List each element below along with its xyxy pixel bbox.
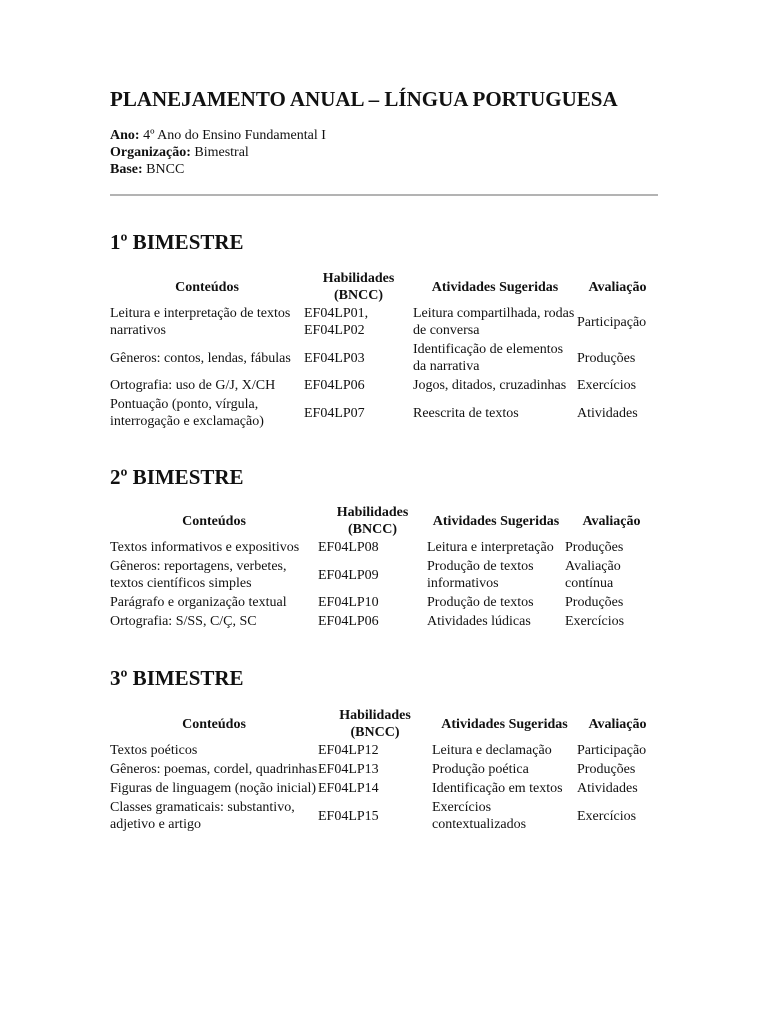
table-row: [110, 304, 658, 340]
cell-habilidade: EF04LP06: [304, 378, 365, 393]
meta-ano: [110, 127, 658, 144]
cell-atividade: Leitura compartilhada, rodas de conversa: [413, 306, 575, 338]
header-habilidades: Habilidades (BNCC): [322, 271, 395, 303]
header-atividades: Atividades Sugeridas: [441, 716, 568, 732]
horizontal-divider: [110, 194, 658, 196]
cell-avaliacao: Exercícios: [565, 614, 625, 629]
table-row: [110, 538, 658, 557]
cell-habilidade: EF04LP07: [304, 405, 365, 421]
plan-table: [110, 504, 658, 631]
header-habilidades: Habilidades (BNCC): [339, 708, 411, 740]
cell-conteudo: Gêneros: poemas, cordel, quadrinhas: [110, 762, 318, 777]
table-row: [110, 779, 658, 798]
cell-atividade: Produção de textos informativos: [427, 559, 534, 591]
meta-organizacao-label: Organização:: [110, 145, 191, 160]
meta-base-value: BNCC: [146, 162, 185, 177]
header-conteudos: Conteúdos: [175, 279, 239, 295]
document-page: [110, 86, 658, 834]
meta-ano-label: Ano:: [110, 128, 140, 143]
table-row: [110, 340, 658, 376]
header-atividades: Atividades Sugeridas: [432, 513, 560, 529]
cell-habilidade: EF04LP09: [318, 567, 379, 583]
meta-base-label: Base:: [110, 162, 143, 177]
cell-avaliacao: Produções: [577, 350, 636, 366]
table-row: [110, 760, 658, 779]
cell-habilidade: EF04LP01, EF04LP02: [304, 306, 369, 338]
cell-habilidade: EF04LP10: [318, 595, 379, 610]
cell-conteudo: Figuras de linguagem (noção inicial): [110, 781, 317, 796]
header-habilidades: Habilidades (BNCC): [336, 505, 409, 537]
table-row: [110, 376, 658, 395]
table-row: [110, 798, 658, 834]
section-title: 2º BIMESTRE: [110, 465, 244, 489]
cell-habilidade: EF04LP13: [318, 762, 379, 777]
cell-conteudo: Gêneros: reportagens, verbetes, textos científicos simples: [110, 559, 287, 591]
cell-avaliacao: Participação: [577, 743, 647, 758]
cell-conteudo: Gêneros: contos, lendas, fábulas: [110, 350, 291, 366]
cell-avaliacao: Atividades: [577, 405, 638, 421]
section-bimestre-2: [110, 464, 658, 631]
cell-conteudo: Parágrafo e organização textual: [110, 595, 287, 610]
cell-atividade: Produção de textos: [427, 595, 534, 610]
cell-habilidade: EF04LP12: [318, 743, 379, 758]
cell-conteudo: Ortografia: uso de G/J, X/CH: [110, 378, 276, 393]
cell-atividade: Reescrita de textos: [413, 405, 519, 421]
header-avaliacao: Avaliação: [582, 513, 641, 529]
cell-atividade: Produção poética: [432, 762, 529, 777]
header-conteudos: Conteúdos: [182, 513, 246, 529]
cell-habilidade: EF04LP06: [318, 614, 379, 629]
cell-conteudo: Textos informativos e expositivos: [110, 540, 300, 555]
cell-habilidade: EF04LP03: [304, 350, 365, 366]
cell-habilidade: EF04LP15: [318, 808, 379, 824]
cell-conteudo: Ortografia: S/SS, C/Ç, SC: [110, 614, 257, 629]
table-header-row: [110, 504, 658, 538]
cell-atividade: Leitura e interpretação: [427, 540, 554, 555]
cell-avaliacao: Produções: [565, 595, 624, 610]
header-avaliacao: Avaliação: [588, 279, 647, 295]
section-bimestre-3: [110, 665, 658, 834]
section-title: 3º BIMESTRE: [110, 666, 244, 690]
cell-habilidade: EF04LP08: [318, 540, 379, 555]
cell-atividade: Exercícios contextualizados: [432, 800, 527, 832]
section-title: 1º BIMESTRE: [110, 230, 244, 254]
table-row: [110, 593, 658, 612]
meta-organizacao: [110, 144, 658, 161]
table-header-row: [110, 270, 658, 304]
table-row: [110, 741, 658, 760]
cell-conteudo: Classes gramaticais: substantivo, adjetivo e artigo: [110, 800, 295, 832]
cell-atividade: Jogos, ditados, cruzadinhas: [413, 378, 567, 393]
meta-organizacao-value: Bimestral: [194, 145, 249, 160]
cell-habilidade: EF04LP14: [318, 781, 379, 796]
header-conteudos: Conteúdos: [182, 716, 246, 732]
table-row: [110, 395, 658, 431]
header-avaliacao: Avaliação: [588, 716, 647, 732]
section-bimestre-1: [110, 229, 658, 431]
cell-conteudo: Pontuação (ponto, vírgula, interrogação e exclamação): [110, 397, 264, 429]
table-header-row: [110, 707, 658, 741]
document-title: PLANEJAMENTO ANUAL – LÍNGUA PORTUGUESA: [110, 87, 618, 111]
header-atividades: Atividades Sugeridas: [431, 279, 559, 295]
table-row: [110, 557, 658, 593]
table-row: [110, 612, 658, 631]
meta-base: [110, 161, 658, 178]
cell-atividade: Atividades lúdicas: [427, 614, 531, 629]
cell-atividade: Identificação em textos: [432, 781, 563, 796]
document-meta: [110, 127, 658, 178]
cell-avaliacao: Avaliação contínua: [565, 559, 621, 591]
plan-table: [110, 270, 658, 431]
plan-table: [110, 707, 658, 834]
cell-atividade: Identificação de elementos da narrativa: [413, 342, 564, 374]
cell-avaliacao: Exercícios: [577, 378, 637, 393]
cell-atividade: Leitura e declamação: [432, 743, 552, 758]
cell-avaliacao: Produções: [577, 762, 636, 777]
cell-avaliacao: Atividades: [577, 781, 638, 796]
cell-avaliacao: Exercícios: [577, 808, 637, 824]
cell-conteudo: Leitura e interpretação de textos narrativos: [110, 306, 291, 338]
meta-ano-value: 4º Ano do Ensino Fundamental I: [143, 128, 326, 143]
cell-avaliacao: Produções: [565, 540, 624, 555]
cell-avaliacao: Participação: [577, 314, 647, 330]
cell-conteudo: Textos poéticos: [110, 743, 198, 758]
